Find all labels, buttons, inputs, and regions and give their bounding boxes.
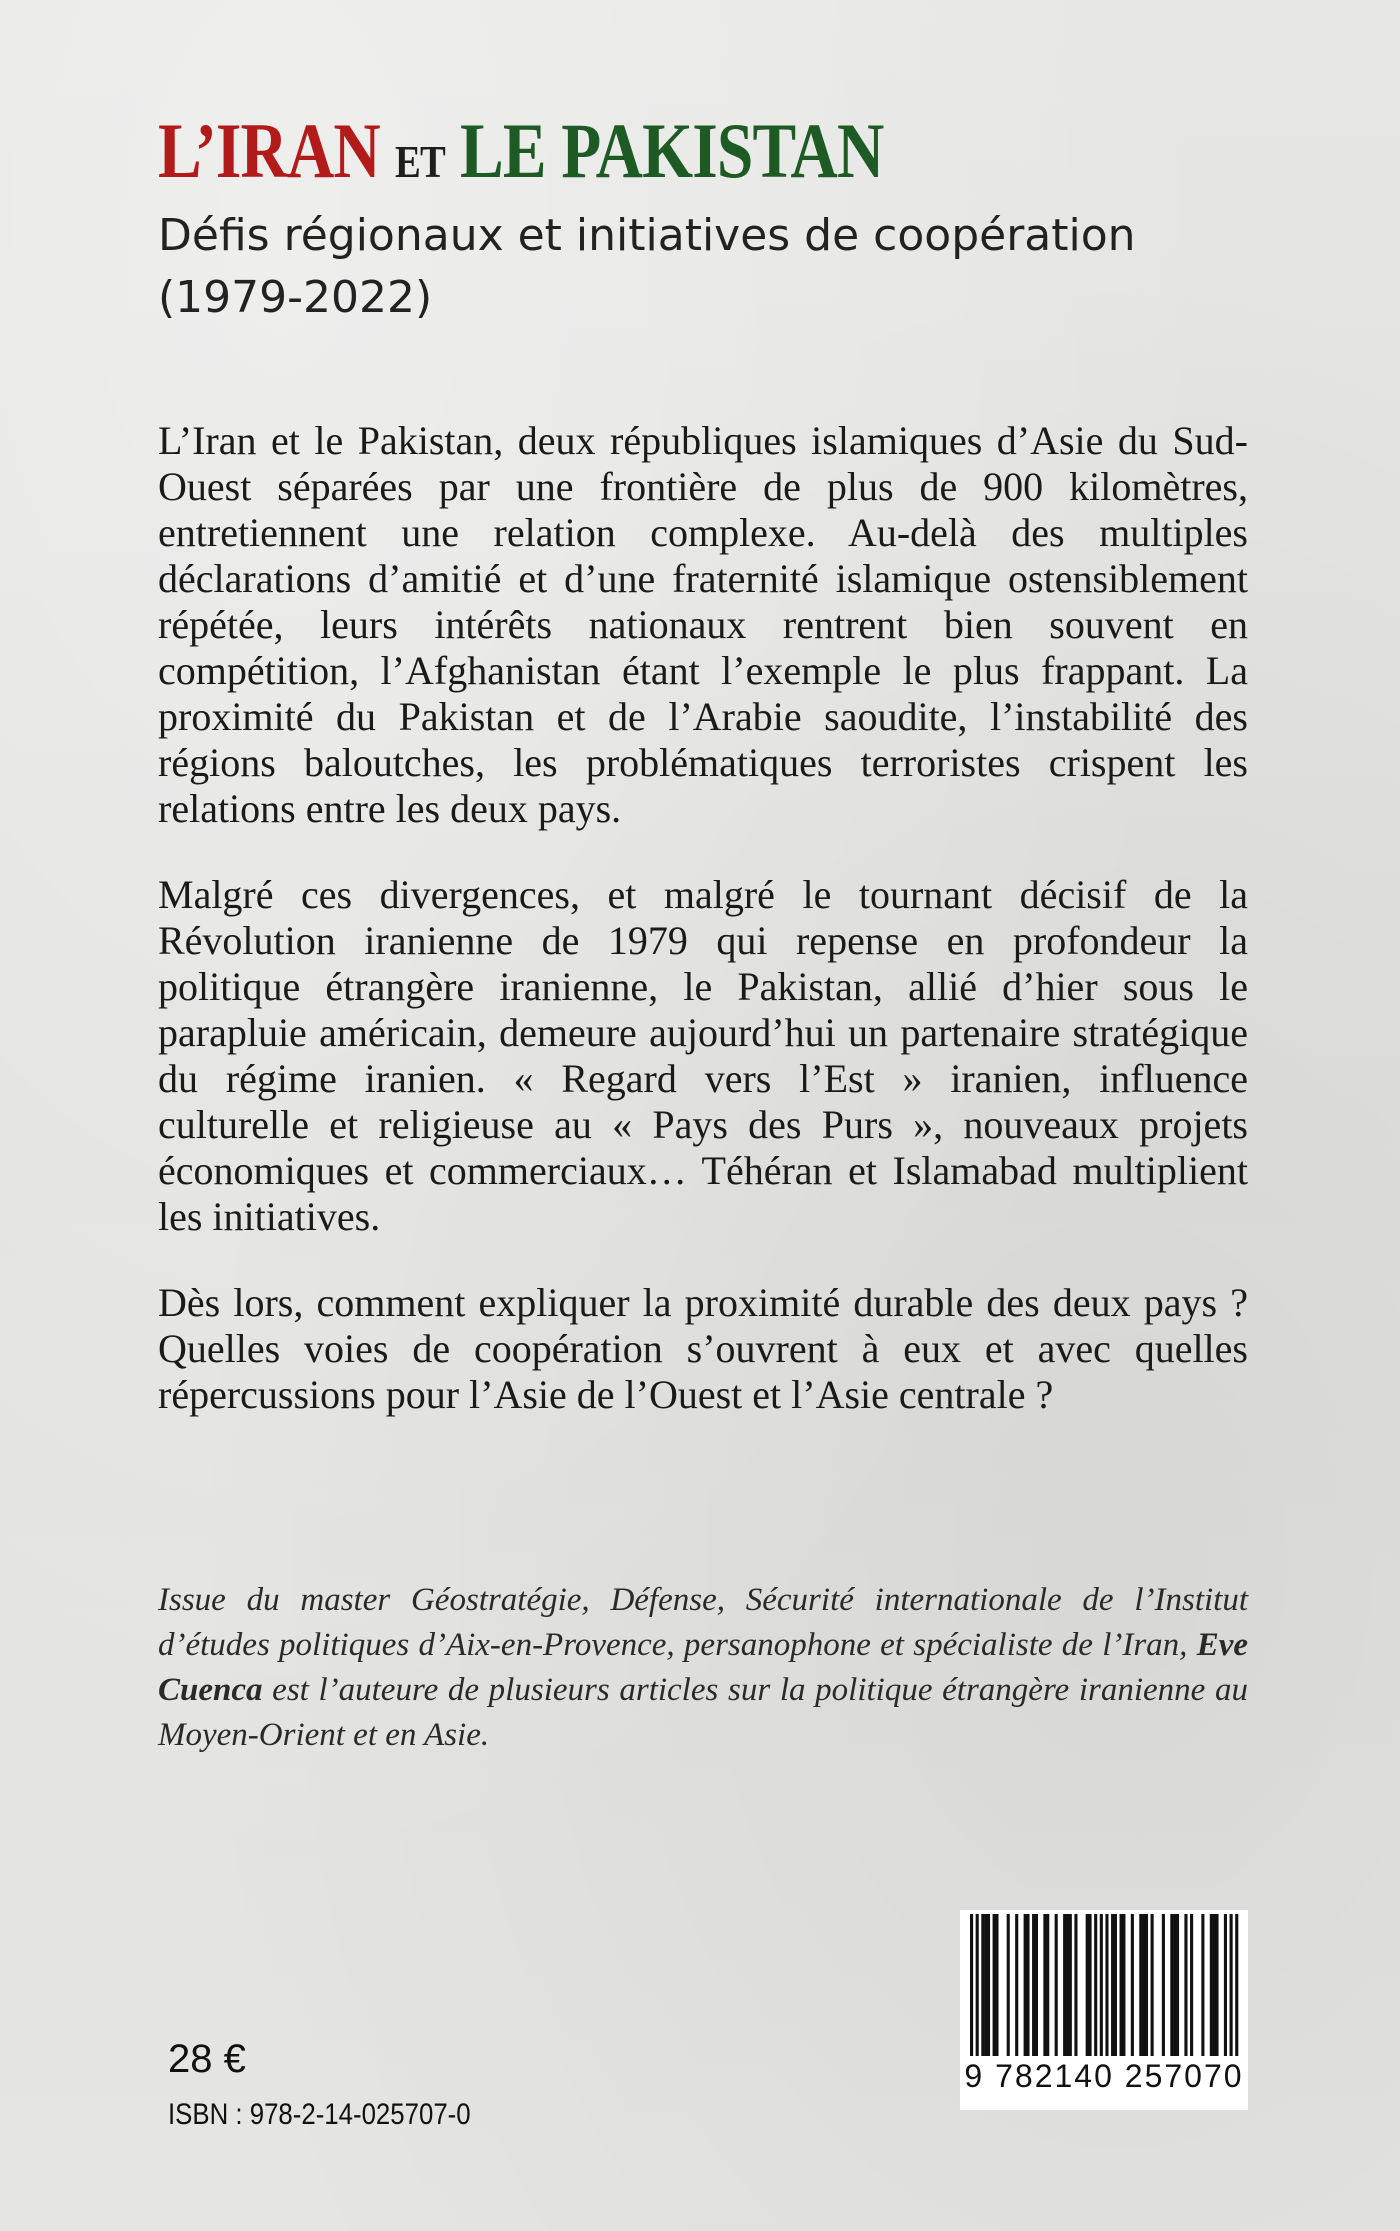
barcode-bar [1151,1914,1154,2056]
barcode-bar [987,1914,990,2056]
barcode-bar [1162,1914,1165,2056]
barcode-bar [1173,1914,1176,2056]
barcode-bar [984,1914,987,2056]
barcode-bar [1088,1914,1091,2056]
barcode-bar [1215,1914,1218,2056]
book-subtitle: Défis régionaux et initiatives de coopération (1979-2022) [158,210,1136,323]
barcode-bar [1210,1914,1213,2056]
author-bio-before: Issue du master Géostratégie, Défense, Sécurité internationale de l’Institut d’études politiques d’Aix-en-Provence, persanophone et spécialiste de l’Iran, [158,1582,1248,1663]
barcode-bar [1142,1914,1145,2056]
barcode-bar [1086,1914,1089,2056]
barcode-bar [1024,1914,1027,2056]
title-connector: ET [395,136,445,187]
barcode-bar [1184,1914,1187,2056]
barcode-bar [1213,1914,1216,2056]
barcode-bar [1094,1914,1097,2056]
blurb-paragraph-1: L’Iran et le Pakistan, deux républiques islamiques d’Asie du Sud-Ouest séparées par une frontière de plus de 900 kilomètres, entretiennent une relation complexe. Au-delà des multiples déclarations d’amitié et d’une fraternité islamique ostensiblement répétée, leurs intérêts nationaux rentrent bien souvent en compétition, l’Afghanistan étant l’exemple le plus frappant. La proximité du Pakistan et de l’Arabie saoudite, l’instabilité des régions baloutches, les problématiques terroristes crispent les relations entre les deux pays. [158,418,1248,831]
author-name: Eve Cuenca [158,1627,1249,1708]
title-part-pakistan: LE PAKISTAN [460,107,884,194]
barcode-bar [1201,1914,1204,2056]
barcode-bar [976,1914,979,2056]
barcode-bar [1035,1914,1038,2056]
barcode-bar [1074,1914,1077,2056]
barcode-bar [1046,1914,1049,2056]
barcode-bar [1111,1914,1114,2056]
barcode-bar [1224,1914,1227,2056]
barcode-bar [970,1914,973,2056]
barcode-bar [1139,1914,1142,2056]
barcode-bar [1066,1914,1069,2056]
barcode [960,1910,1248,2110]
title-part-iran: L’IRAN [158,107,380,194]
barcode-bar [1170,1914,1173,2056]
barcode-bar [1131,1914,1134,2056]
barcode-bar [995,1914,998,2056]
barcode-bar [1032,1914,1035,2056]
author-bio [158,1578,1248,1758]
barcode-bar [1190,1914,1193,2056]
barcode-bar [1026,1914,1029,2056]
barcode-bars [960,1910,1248,2060]
barcode-bar [1235,1914,1238,2056]
book-title [158,107,884,194]
barcode-bar [1055,1914,1058,2056]
author-bio-after: est l’auteure de plusieurs articles sur la politique étrangère iranienne au Moyen-Orient et en Asie. [158,1672,1248,1753]
price: 28 € [168,2037,246,2081]
barcode-bar [1114,1914,1117,2056]
blurb-paragraph-3: Dès lors, comment expliquer la proximité durable des deux pays ? Quelles voies de coopération s’ouvrent à eux et avec quelles répercussions pour l’Asie de l’Ouest et l’Asie centrale ? [158,1280,1248,1417]
barcode-bar [981,1914,984,2056]
barcode-bar [1069,1914,1072,2056]
barcode-bar [1145,1914,1148,2056]
barcode-digits: 9 782140 257070 [964,2058,1244,2094]
blurb [158,418,1248,1458]
barcode-bar [1122,1914,1125,2056]
barcode-bar [1007,1914,1010,2056]
barcode-bar [1043,1914,1046,2056]
barcode-bar [1105,1914,1108,2056]
barcode-bar [1120,1914,1123,2056]
barcode-bar [1100,1914,1103,2056]
barcode-bar [1015,1914,1018,2056]
barcode-bar [1176,1914,1179,2056]
isbn: ISBN : 978-2-14-025707-0 [168,2098,471,2131]
barcode-bar [1230,1914,1233,2056]
barcode-bar [1063,1914,1066,2056]
barcode-bar [993,1914,996,2056]
blurb-paragraph-2: Malgré ces divergences, et malgré le tournant décisif de la Révolution iranienne de 1979 qui repense en profondeur la politique étrangère iranienne, le Pakistan, allié d’hier sous le parapluie américain, demeure aujourd’hui un partenaire stratégique du régime iranien. « Regard vers l’Est » iranien, influence culturelle et religieuse au « Pays des Purs », nouveaux projets économiques et commerciaux… Téhéran et Islamabad multiplient les initiatives. [158,872,1248,1239]
